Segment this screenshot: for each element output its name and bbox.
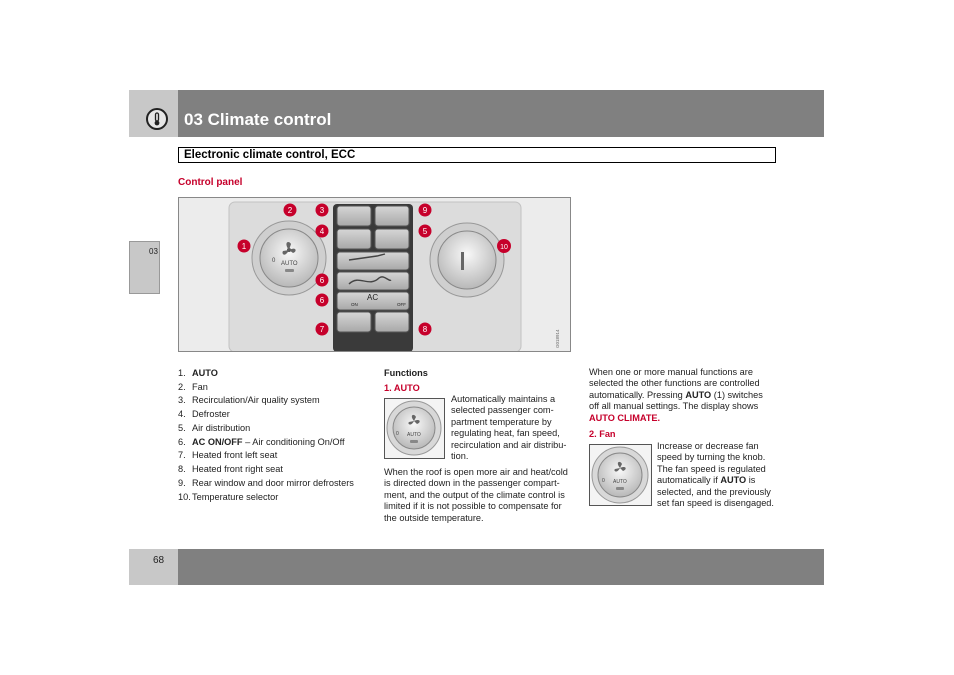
thumb-auto-label: AUTO [407,432,421,438]
list-item: 10. Temperature selector [178,491,279,502]
list-item: 6. AC ON/OFF – Air conditioning On/Off [178,436,345,447]
callout-1: 1 [241,242,247,251]
auto-heading: 1. AUTO [384,383,420,393]
callout-8: 8 [422,325,428,334]
ac-on-label: ON [351,302,358,307]
side-chapter-tab-label: 03 [149,247,158,256]
auto-knob-thumbnail [384,398,445,459]
figure-id: G018914 [555,329,560,348]
section-title: Electronic climate control, ECC [184,149,356,161]
page-number: 68 [153,555,165,566]
control-list [178,367,368,504]
left-knob-zero-label: 0 [272,258,276,264]
fan-heading: 2. Fan [589,429,616,439]
callout-7: 7 [319,325,325,334]
functions-heading: Functions [384,368,428,378]
list-item: 7. Heated front left seat [178,450,278,461]
thumb-zero-label: 0 [396,431,399,437]
callout-6b: 6 [319,296,325,305]
fan-description: Increase or decrease fan speed by turning the knob. The fan speed is regulated automatically if AUTO is selected, and the previously set fan speed is disengaged. [657,441,774,509]
manual-functions-paragraph: When one or more manual functions are selected the other functions are controlled automatically. Pressing AUTO (1) switches off all manual settings. The display shows AUTO CLIMATE. [589,367,763,423]
list-item: 4. Defroster [178,409,230,420]
callout-5: 5 [422,227,428,236]
list-item: 5. Air distribution [178,422,251,433]
thermometer-icon [146,108,168,130]
list-item: 3. Recirculation/Air quality system [178,395,320,406]
callout-10: 10 [500,244,508,251]
ac-off-label: OFF [397,302,406,307]
roof-paragraph: When the roof is open more air and heat/cold is directed down in the passenger compart- ment, and the output of the climate control is limited if it is not possible to compensate for the outside temperature. [384,467,568,523]
footer-band [129,549,824,585]
control-panel-figure [178,197,571,352]
fan-thumb-auto-label: AUTO [613,479,627,485]
list-item: 8. Heated front right seat [178,463,283,474]
callout-6: 6 [319,276,325,285]
fan-thumb-zero-label: 0 [602,478,605,484]
list-item: 1. AUTO [178,368,218,378]
fan-knob-thumbnail [589,444,652,506]
left-knob-auto-label: AUTO [281,261,298,267]
callout-3: 3 [319,206,325,215]
list-item: 9. Rear window and door mirror defrosters [178,477,354,488]
callout-9: 9 [422,206,428,215]
callout-2: 2 [287,206,293,215]
ac-button-label: AC [367,293,379,302]
callout-4: 4 [319,227,325,236]
list-item: 2. Fan [178,381,208,392]
auto-description: Automatically maintains a selected passenger com- partment temperature by regulating heat, fan speed, recirculation and air distribu- tion. [451,394,567,462]
control-panel-heading: Control panel [178,177,243,188]
chapter-title: 03 Climate control [184,110,332,129]
